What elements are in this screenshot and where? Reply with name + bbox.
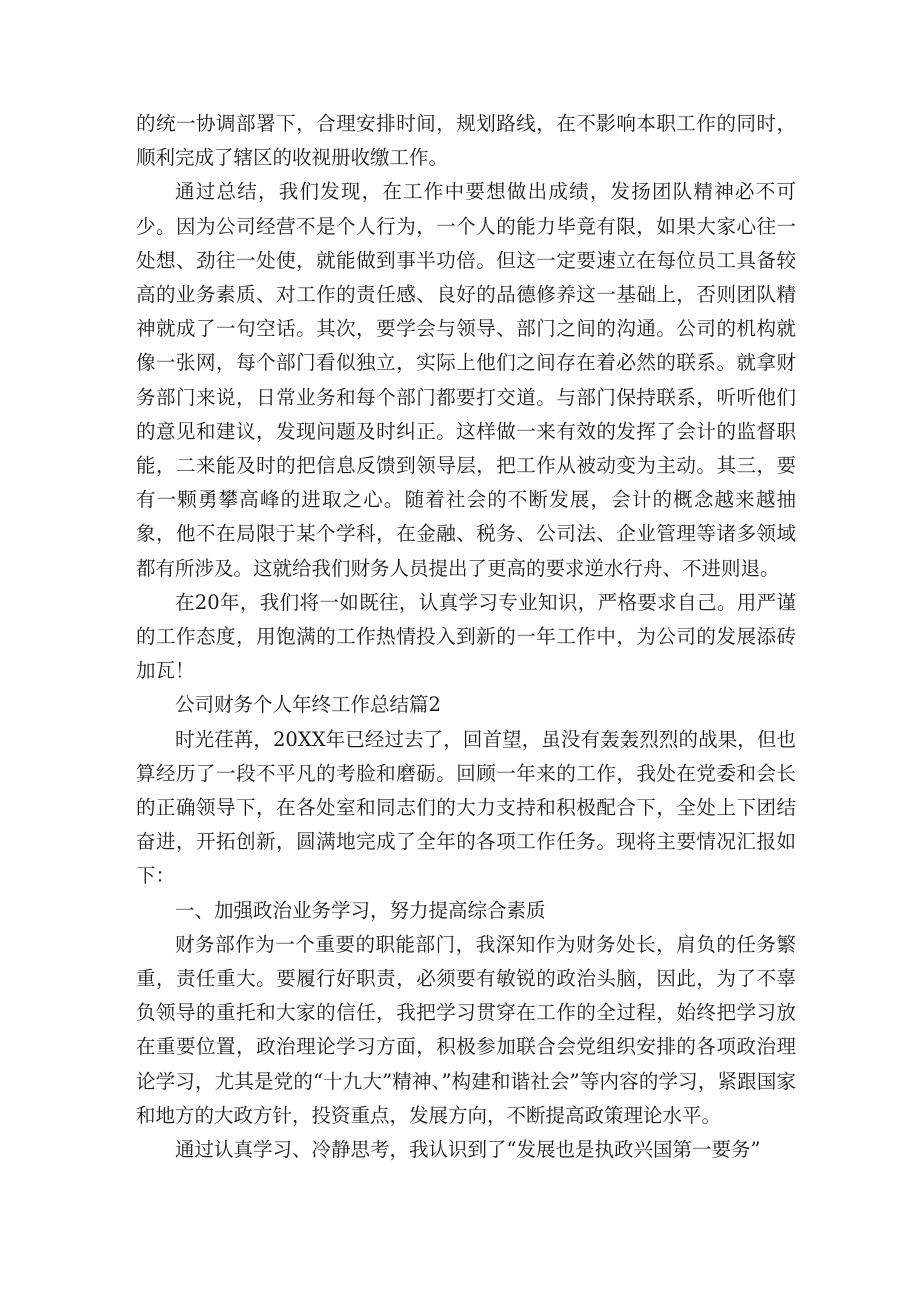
- paragraph-intro: 时光荏苒，20XX年已经过去了，回首望，虽没有轰轰烈烈的战果，但也算经历了一段不平凡的考脸和磨砺。回顾一年来的工作，我处在党委和会长的正确领导下，在各处室和同志们的大力支持和积极配合下，全处上下团结奋进，开拓创新，圆满地完成了全年的各项工作任务。现将主要情况汇报如下：: [136, 727, 796, 888]
- paragraph-continuation: 的统一协调部署下，合理安排时间，规划路线，在不影响本职工作的同时，顺利完成了辖区的收视册收缴工作。: [136, 112, 796, 170]
- paragraph-outlook: 在20年，我们将一如既往，认真学习专业知识，严格要求自己。用严谨的工作态度，用饱满的工作热情投入到新的一年工作中，为公司的发展添砖加瓦！: [136, 590, 796, 683]
- paragraph-reflection: 通过认真学习、冷静思考，我认识到了“发展也是执政兴国第一要务”: [175, 1138, 761, 1162]
- document-body: [136, 107, 796, 1167]
- section-heading-part-2: 公司财务个人年终工作总结篇2: [175, 693, 441, 717]
- subheading-study: 一、加强政治业务学习，努力提高综合素质: [175, 898, 546, 922]
- paragraph-study: 财务部作为一个重要的职能部门，我深知作为财务处长，肩负的任务繁重，责任重大。要履行好职责，必须要有敏锐的政治头脑，因此，为了不辜负领导的重托和大家的信任，我把学习贯穿在工作的全过程，始终把学习放在重要位置，政治理论学习方面，积极参加联合会党组织安排的各项政治理论学习，尤其是党的“十九大”精神、”构建和谐社会”等内容的学习，紧跟国家和地方的大政方针，投资重点，发展方向，不断提高政策理论水平。: [136, 932, 796, 1127]
- paragraph-teamwork-summary: 通过总结，我们发现，在工作中要想做出成绩，发扬团队精神必不可少。因为公司经营不是个人行为，一个人的能力毕竟有限，如果大家心往一处想、劲往一处使，就能做到事半功倍。但这一定要速立在每位员工具备较高的业务素质、对工作的责任感、良好的品德修养这一基础上，否则团队精神就成了一句空话。其次，要学会与领导、部门之间的沟通。公司的机构就像一张网，每个部门看似独立，实际上他们之间存在着必然的联系。就拿财务部门来说，日常业务和每个部门都要打交道。与部门保持联系，听听他们的意见和建议，发现问题及时纠正。这样做一来有效的发挥了会计的监督职能，二来能及时的把信息反馈到领导层，把工作从被动变为主动。其三，要有一颗勇攀高峰的进取之心。随着社会的不断发展，会计的概念越来越抽象，他不在局限于某个学科，在金融、税务、公司法、企业管理等诸多领域都有所涉及。这就给我们财务人员提出了更高的要求逆水行舟、不进则退。: [136, 180, 796, 580]
